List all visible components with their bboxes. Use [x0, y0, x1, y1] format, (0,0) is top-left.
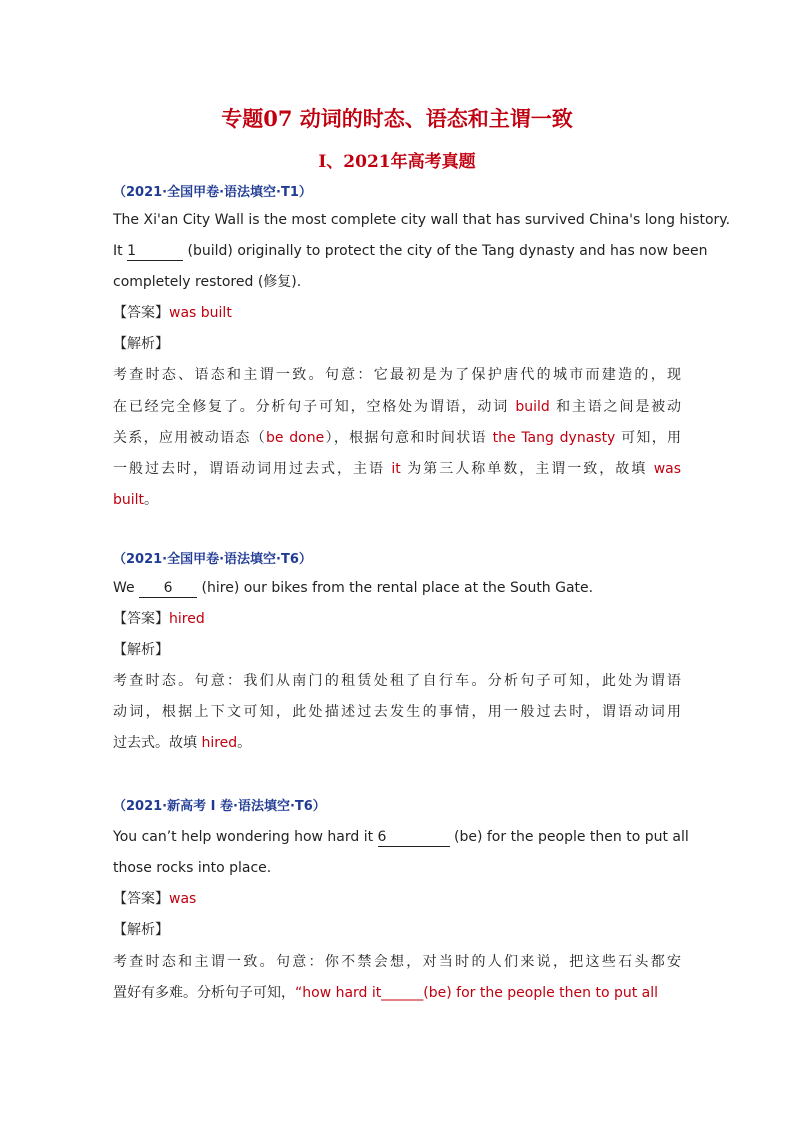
- answer-line: [113, 609, 681, 629]
- question-stem: It 1 (build) originally to protect the city of the Tang dynasty and has now been: [113, 243, 708, 259]
- analysis-tag: 【解析】: [113, 922, 169, 938]
- answer-tag: 【答案】: [113, 305, 169, 321]
- answer-blank: 1: [127, 243, 183, 261]
- question-stem: The Xi'an City Wall is the most complete city wall that has survived China's long history.: [113, 212, 731, 228]
- question-source: （2021·新高考 I 卷·语法填空·T6）: [113, 799, 326, 814]
- answer-tag: 【答案】: [113, 891, 169, 907]
- analysis-tag: 【解析】: [113, 336, 169, 352]
- analysis-text: built。: [113, 492, 159, 508]
- analysis-text: 考查时态、语态和主谓一致。句意：它最初是为了保护唐代的城市而建造的，现: [113, 367, 681, 383]
- analysis-text: 考查时态。句意：我们从南门的租赁处租了自行车。分析句子可知，此处为谓语: [113, 673, 681, 689]
- question-stem: those rocks into place.: [113, 860, 272, 876]
- analysis-text: 过去式。故填 hired。: [113, 735, 252, 751]
- question-source: （2021·全国甲卷·语法填空·T1）: [113, 185, 312, 200]
- answer-line: [113, 889, 681, 909]
- analysis-text: 置好有多难。分析句子可知，“how hard it______(be) for the people then to put all: [113, 985, 659, 1001]
- analysis-text: 考查时态和主谓一致。句意：你不禁会想，对当时的人们来说，把这些石头都安: [113, 954, 681, 970]
- question-stem: We 6 (hire) our bikes from the rental place at the South Gate.: [113, 580, 594, 596]
- question-source: （2021·全国甲卷·语法填空·T6）: [113, 552, 312, 567]
- analysis-text: 动词，根据上下文可知，此处描述过去发生的事情，用一般过去时，谓语动词用: [113, 704, 681, 720]
- answer-text: hired: [169, 611, 205, 627]
- answer-text: was built: [169, 305, 232, 321]
- page-title: 专题07 动词的时态、语态和主谓一致: [221, 106, 573, 131]
- question-stem: You can’t help wondering how hard it 6 (be) for the people then to put all: [113, 829, 689, 845]
- analysis-text: 关系，应用被动语态（be done），根据句意和时间状语 the Tang dynasty 可知，用: [113, 430, 682, 446]
- analysis-text: 一般过去时，谓语动词用过去式，主语 it 为第三人称单数，主谓一致，故填 was: [113, 461, 682, 477]
- answer-line: [113, 303, 681, 323]
- answer-text: was: [169, 891, 197, 907]
- section-title: I、2021年高考真题: [318, 152, 476, 172]
- question-stem: completely restored (修复).: [113, 274, 302, 290]
- analysis-tag: 【解析】: [113, 642, 169, 658]
- answer-blank: 6: [139, 580, 197, 598]
- analysis-text: 在已经完全修复了。分析句子可知，空格处为谓语，动词 build 和主语之间是被动: [113, 399, 682, 415]
- answer-blank: 6: [378, 829, 450, 847]
- answer-tag: 【答案】: [113, 611, 169, 627]
